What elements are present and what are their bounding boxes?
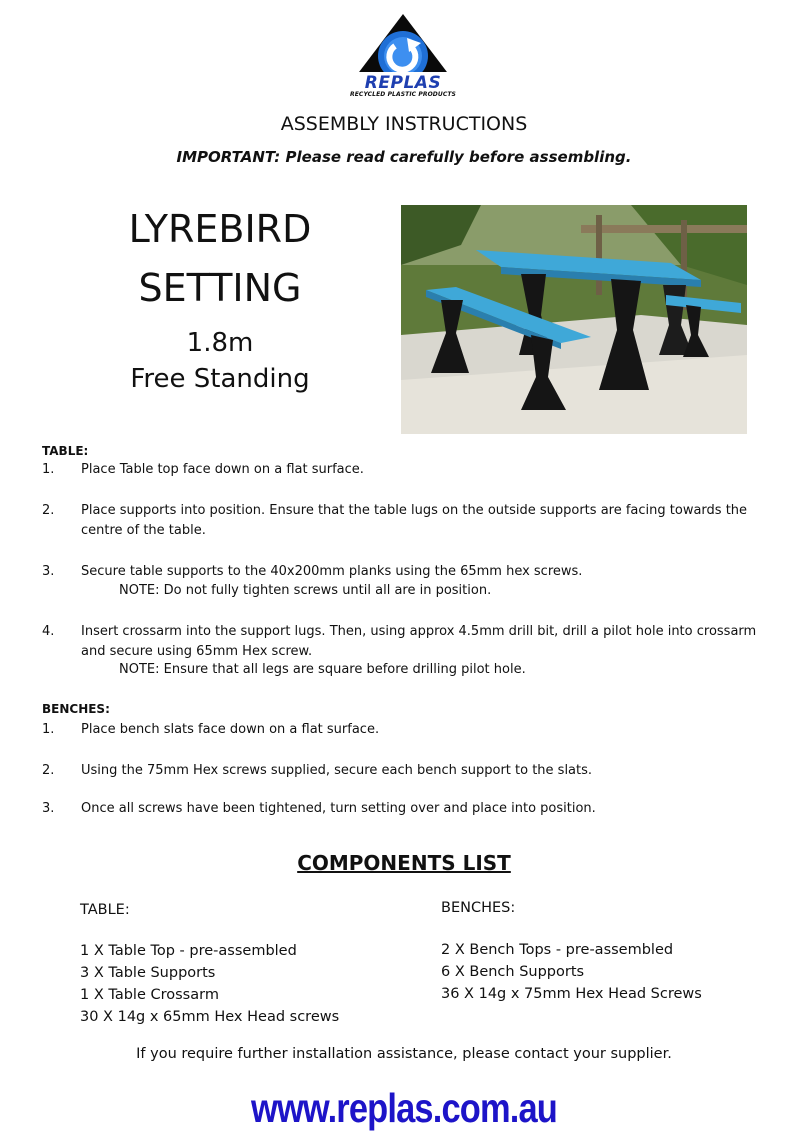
step-text: Using the 75mm Hex screws supplied, secure each bench support to the slats. bbox=[81, 763, 593, 778]
assistance-note: If you require further installation assistance, please contact your supplier. bbox=[136, 1046, 672, 1062]
step-text: Place bench slats face down on a flat surface. bbox=[81, 722, 380, 737]
list-item: 1 X Table Top - pre-assembled bbox=[80, 943, 297, 959]
step-text: Insert crossarm into the support lugs. Then, using approx 4.5mm drill bit, drill a pilot hole into crossarm and secure using 65mm Hex screw. bbox=[81, 624, 757, 659]
list-item: 3 X Table Supports bbox=[80, 965, 216, 981]
step-note: NOTE: Do not fully tighten screws until all are in position. bbox=[119, 583, 492, 598]
step-text: Place supports into position. Ensure that the table lugs on the outside supports are facing towards the centre of the table. bbox=[81, 503, 748, 538]
list-item: 1 X Table Crossarm bbox=[80, 987, 219, 1003]
step-number: 3. bbox=[42, 801, 55, 816]
document-title: ASSEMBLY INSTRUCTIONS bbox=[280, 113, 528, 135]
components-table-list bbox=[80, 940, 410, 1028]
brand-name: REPLAS bbox=[364, 73, 442, 93]
components-benches-list bbox=[441, 939, 771, 1005]
website-link[interactable]: www.replas.com.au bbox=[251, 1085, 557, 1131]
list-item: 2 X Bench Tops - pre-assembled bbox=[441, 942, 674, 958]
step-text: Place Table top face down on a flat surface. bbox=[81, 462, 364, 477]
step-note: NOTE: Ensure that all legs are square before drilling pilot hole. bbox=[119, 662, 526, 677]
brand-tagline: RECYCLED PLASTIC PRODUCTS bbox=[350, 91, 456, 98]
list-item: 30 X 14g x 65mm Hex Head screws bbox=[80, 1009, 340, 1025]
product-name-line1: LYREBIRD bbox=[128, 207, 312, 251]
step-number: 1. bbox=[42, 462, 55, 477]
table-section-heading: TABLE: bbox=[42, 444, 89, 458]
list-item: 6 X Bench Supports bbox=[441, 964, 585, 980]
step-number: 2. bbox=[42, 763, 55, 778]
product-name-line2: SETTING bbox=[138, 266, 302, 310]
list-item: 36 X 14g x 75mm Hex Head Screws bbox=[441, 986, 702, 1002]
product-size: 1.8m bbox=[186, 328, 254, 358]
step-number: 3. bbox=[42, 564, 55, 579]
step-text: Secure table supports to the 40x200mm planks using the 65mm hex screws. bbox=[81, 564, 583, 579]
bench-section-heading: BENCHES: bbox=[42, 702, 110, 716]
components-benches-heading: BENCHES: bbox=[441, 900, 516, 916]
step-number: 1. bbox=[42, 722, 55, 737]
step-number: 2. bbox=[42, 503, 55, 518]
step-number: 4. bbox=[42, 624, 55, 639]
components-table-heading: TABLE: bbox=[80, 902, 130, 918]
product-photo bbox=[401, 205, 747, 434]
components-title: COMPONENTS LIST bbox=[297, 851, 511, 875]
product-type: Free Standing bbox=[130, 364, 310, 394]
step-text: Once all screws have been tightened, turn setting over and place into position. bbox=[81, 801, 596, 816]
important-notice: IMPORTANT: Please read carefully before assembling. bbox=[176, 148, 632, 166]
